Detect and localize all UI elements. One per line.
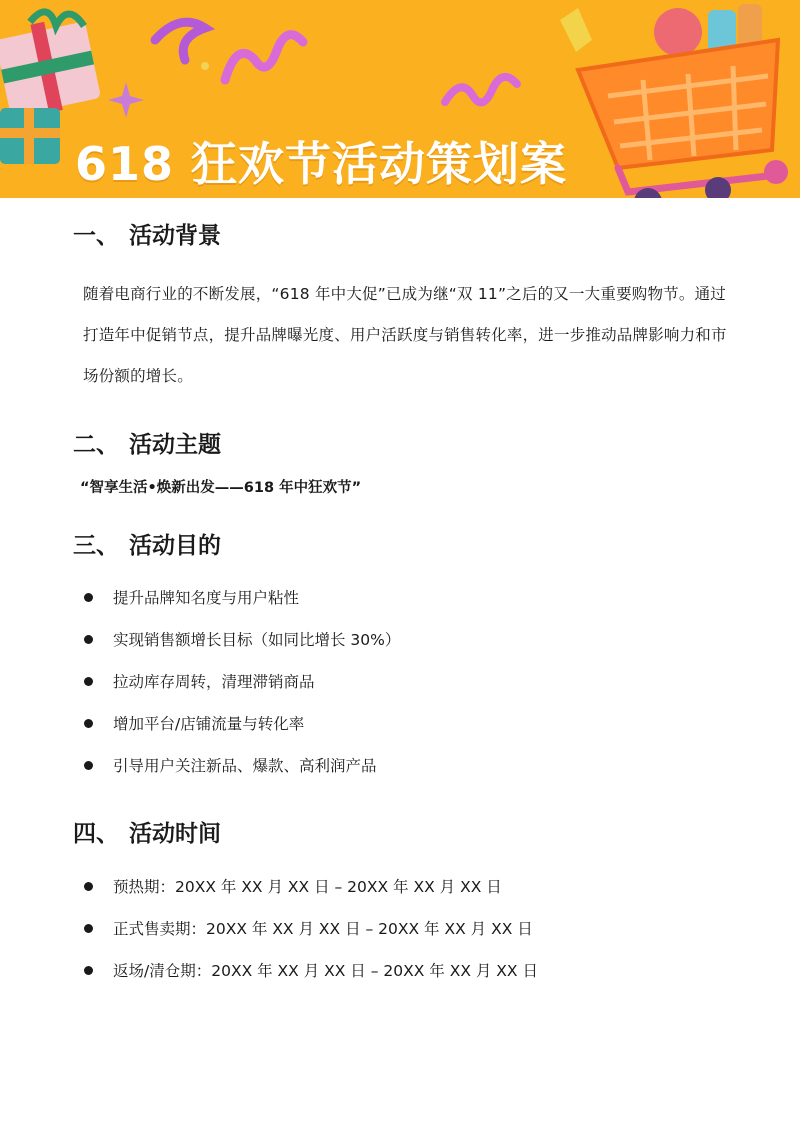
section-heading-goals [73, 527, 221, 560]
page-title: 618 狂欢节活动策划案 [75, 137, 568, 191]
theme-slogan: “智享生活•焕新出发——618 年中狂欢节” [80, 480, 362, 496]
section-title: 活动时间 [129, 821, 221, 847]
section-number: 二、 [73, 432, 119, 458]
goals-list [83, 585, 400, 795]
list-item: 拉动库存周转，清理滞销商品 [83, 669, 400, 711]
header-banner [0, 0, 800, 198]
bullet-icon [84, 924, 93, 933]
section-heading-schedule [73, 815, 221, 848]
section-heading-background [73, 217, 221, 250]
list-item: 提升品牌知名度与用户粘性 [83, 585, 400, 627]
bullet-icon [84, 593, 93, 602]
list-item: 返场/清仓期：20XX 年 XX 月 XX 日 – 20XX 年 XX 月 XX 日 [83, 958, 538, 1000]
section-title: 活动主题 [129, 432, 221, 458]
list-item: 引导用户关注新品、爆款、高利润产品 [83, 753, 400, 795]
ribbon-icon [440, 62, 530, 122]
bullet-icon [84, 635, 93, 644]
schedule-list [83, 874, 538, 1000]
list-item: 实现销售额增长目标（如同比增长 30%） [83, 627, 400, 669]
section-heading-theme [73, 426, 221, 459]
bullet-icon [84, 882, 93, 891]
list-item: 预热期：20XX 年 XX 月 XX 日 – 20XX 年 XX 月 XX 日 [83, 874, 538, 916]
section-title: 活动背景 [129, 223, 221, 249]
ribbon-icon [145, 10, 315, 100]
section-number: 四、 [73, 821, 119, 847]
list-item: 正式售卖期：20XX 年 XX 月 XX 日 – 20XX 年 XX 月 XX 日 [83, 916, 538, 958]
section-number: 三、 [73, 533, 119, 559]
shopping-cart-icon [548, 0, 800, 198]
section-title: 活动目的 [129, 533, 221, 559]
bullet-icon [84, 761, 93, 770]
list-item: 增加平台/店铺流量与转化率 [83, 711, 400, 753]
bullet-icon [84, 966, 93, 975]
background-paragraph: 随着电商行业的不断发展，“618 年中大促”已成为继“双 11”之后的又一大重要购物节。通过打造年中促销节点，提升品牌曝光度、用户活跃度与销售转化率，进一步推动品牌影响力和市场份额的增长。 [83, 285, 727, 385]
bullet-icon [84, 677, 93, 686]
section-number: 一、 [73, 223, 119, 249]
sparkle-icon [108, 82, 144, 118]
bullet-icon [84, 719, 93, 728]
